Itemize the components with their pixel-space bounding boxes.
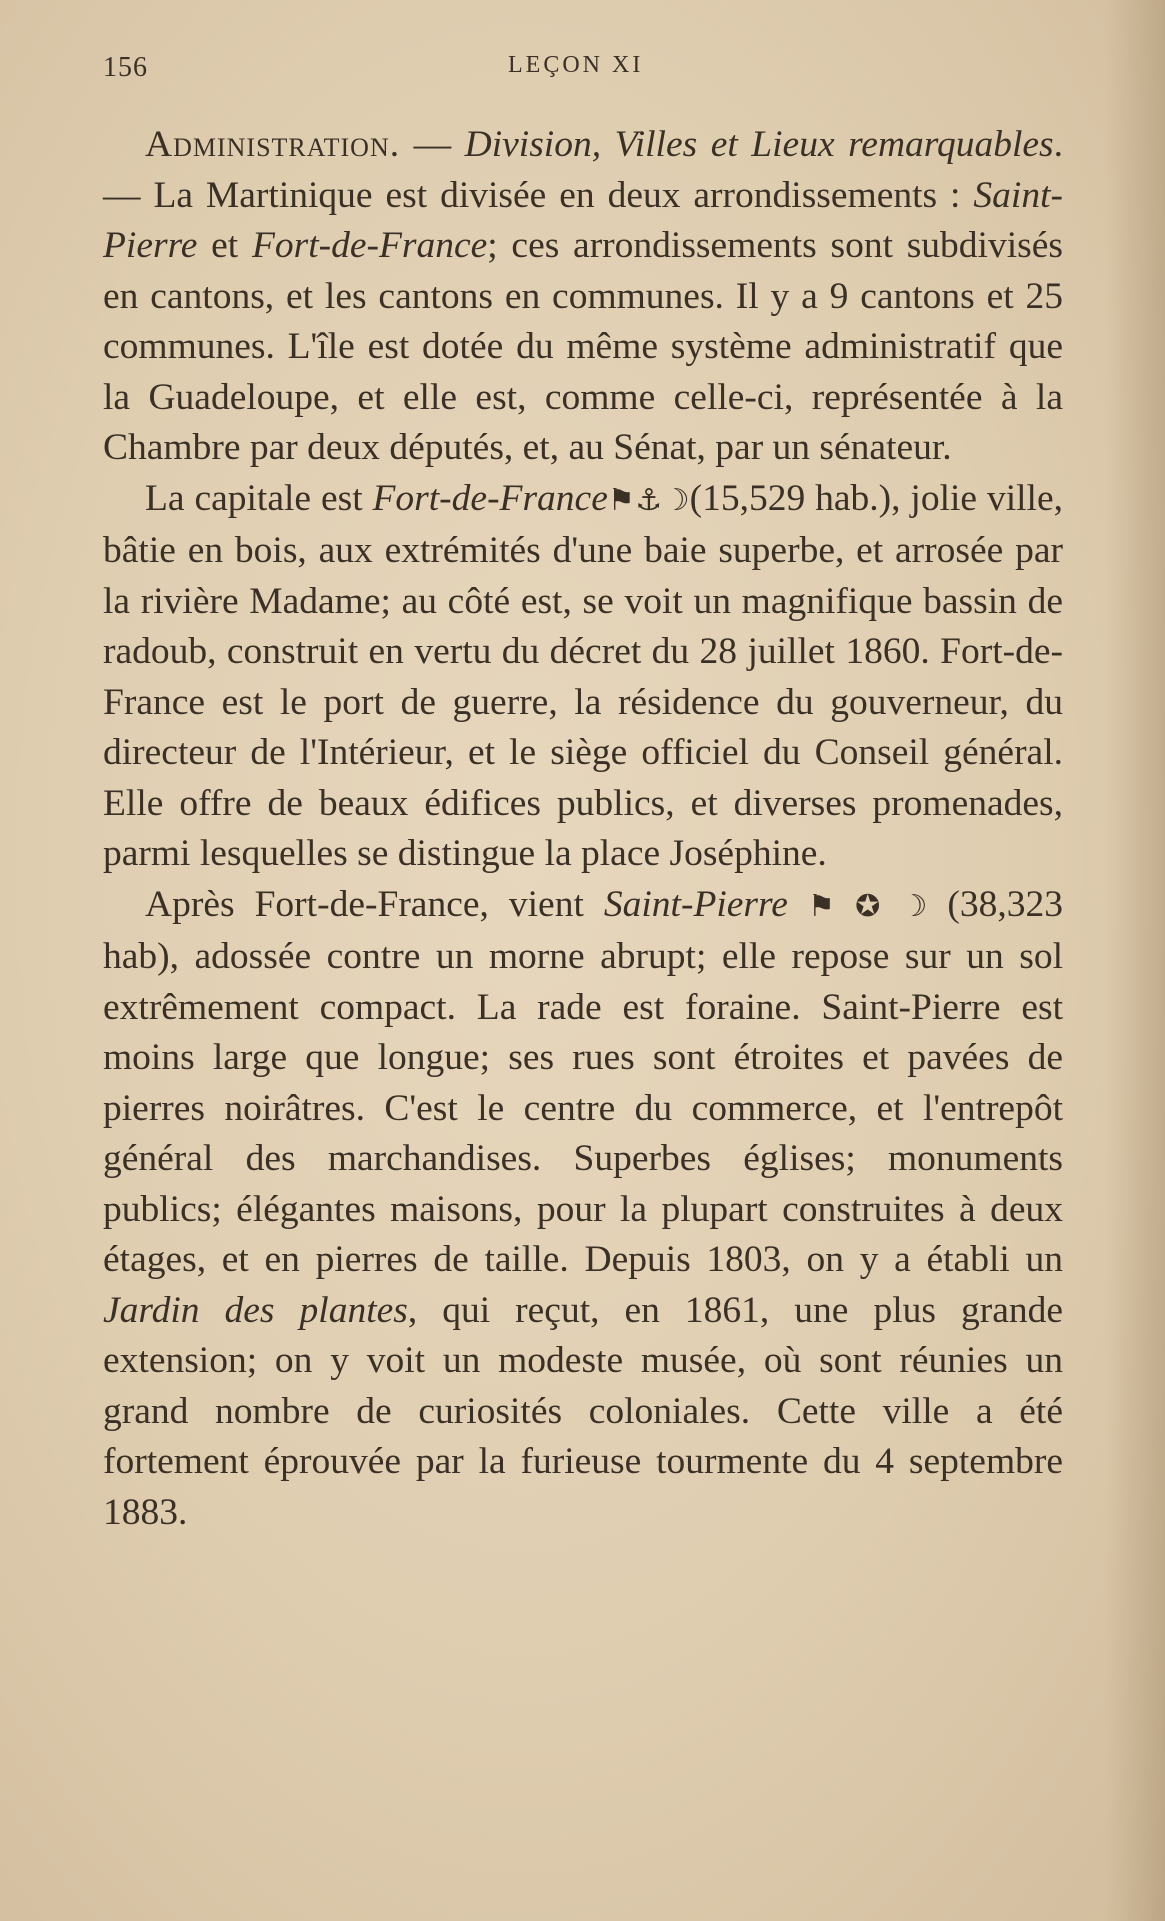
text-run: et xyxy=(197,225,252,266)
dash: — xyxy=(400,124,465,165)
text-run: La capitale est xyxy=(145,477,373,519)
place-name: Saint-Pierre xyxy=(103,174,1063,266)
page-edge-shadow xyxy=(1105,0,1165,1921)
paragraph-capitale xyxy=(103,474,1063,880)
text-run: , qui reçut, en 1861, une plus grande extension; on y voit un modeste musée, où sont réunies un grand nombre de curiosités coloniales. Cette ville a été fortement éprouvée par la furieuse tourmente du 4 septembre 1883. xyxy=(103,1289,1063,1533)
text-run: ; ces arrondissements sont subdivisés en cantons, et les cantons en communes. Il y a 9 cantons et 25 communes. L'île est dotée du même système administratif que la Guadeloupe, et elle est, comme celle-ci, représentée à la Chambre par deux députés, et, au Sénat, par un sénateur. xyxy=(103,225,1063,468)
page-header xyxy=(103,52,1063,92)
text-run: (15,529 hab.), jolie ville, bâtie en bois, aux extrémités d'une baie superbe, et arrosée par la rivière Madame; au côté est, se voit un magnifique bassin de radoub, construit en vertu du décret du 28 juillet 1860. Fort-de-France est le port de guerre, la résidence du gouverneur, du directeur de l'Intérieur, et le siège officiel du Conseil général. Elle offre de beaux édifices publics, et diverses promenades, parmi lesquelles se distingue la place Joséphine. xyxy=(103,477,1063,874)
garden-name: Jardin des plantes xyxy=(103,1289,408,1331)
page-number: 156 xyxy=(103,52,148,83)
place-name: Fort-de-France xyxy=(251,225,488,266)
text-run: (38,323 hab), adossée contre un morne abrupt; elle repose sur un sol extrêmement compact. La rade est foraine. Saint-Pierre est moins large que longue; ses rues sont étroites et pavées de pierres noirâtres. C'est le centre du commerce, et l'entrepôt général des marchandises. Superbes églises; monuments publics; élégantes maisons, pour la plupart construites à deux étages, et en pierres de taille. Depuis 1803, on y a établi un xyxy=(103,883,1063,1280)
map-symbols-icon: ⚑⚓☽ xyxy=(607,482,690,518)
text-run: Après Fort-de-France, vient xyxy=(145,883,604,925)
running-head: LEÇON XI xyxy=(508,52,644,78)
body-text xyxy=(103,120,1063,1538)
section-heading: Division, Villes et Lieux remarquables xyxy=(464,124,1054,165)
map-symbols-icon: ⚑ ✪ ☽ xyxy=(787,888,928,924)
paragraph-saint-pierre xyxy=(103,880,1063,1539)
place-name: Fort-de-France xyxy=(372,477,608,519)
section-lead: Administration. xyxy=(145,124,401,165)
place-name: Saint-Pierre xyxy=(603,883,788,925)
paragraph-administration xyxy=(103,120,1063,474)
text-run: . — La Martinique est divisée en deux arrondissements : xyxy=(103,124,1064,216)
